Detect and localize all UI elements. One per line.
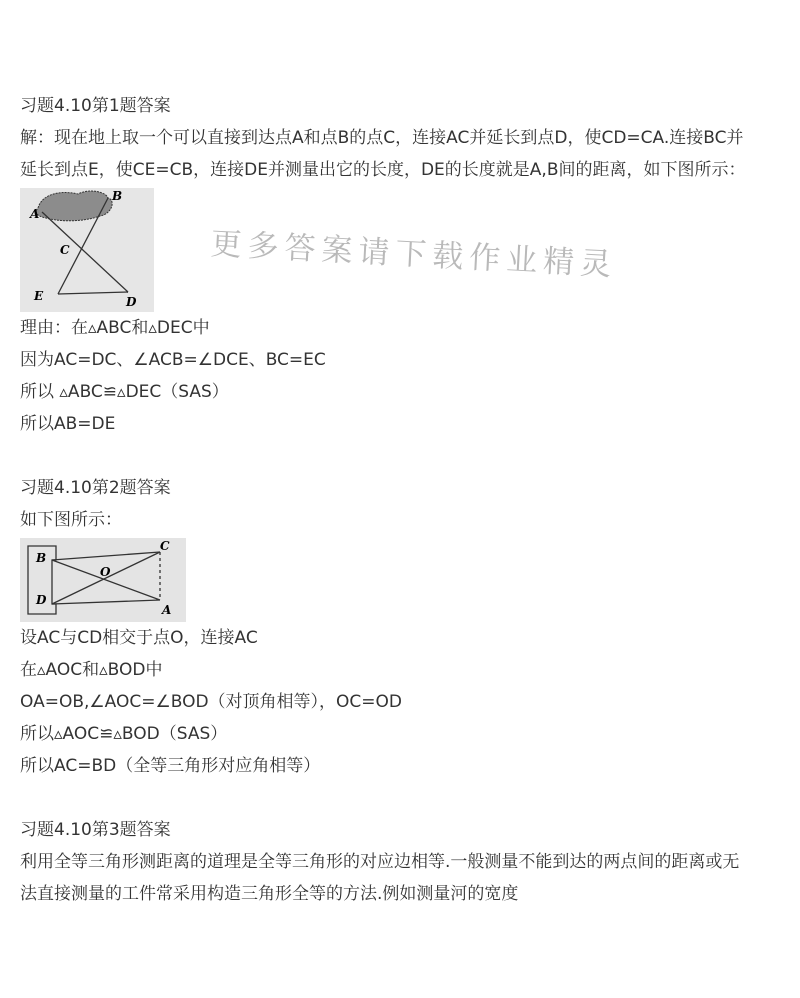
q2-line1: 设AC与CD相交于点O，连接AC [20,628,258,648]
q1-body-line2: 延长到点E，使CE=CB，连接DE并测量出它的长度，DE的长度就是A,B间的距离，如下图所示： [20,160,746,180]
q1-body-line1: 解：现在地上取一个可以直接到达点A和点B的点C，连接AC并延长到点D，使CD=CA.连接BC并 [20,128,744,148]
q2-line2: 在▵AOC和▵BOD中 [20,660,163,680]
q2-figure [20,538,186,622]
label-b: B [112,189,123,203]
q2-line5: 所以AC=BD（全等三角形对应角相等） [20,756,321,776]
q2-intro: 如下图所示： [20,510,122,530]
label-c: C [60,243,70,257]
label-d: D [36,593,47,607]
watermark: 更多答案请下载作业精灵 [209,225,619,284]
label-o: O [100,565,111,579]
q3-line2: 法直接测量的工件常采用构造三角形全等的方法.例如测量河的宽度 [20,884,519,904]
q1-because: 因为AC=DC、∠ACB=∠DCE、BC=EC [20,350,326,370]
q3-line1: 利用全等三角形测距离的道理是全等三角形的对应边相等.一般测量不能到达的两点间的距离或无 [20,852,740,872]
q1-so2: 所以AB=DE [20,414,116,434]
label-c: C [160,539,170,553]
q1-reason: 理由：在▵ABC和▵DEC中 [20,318,210,338]
label-a: A [162,603,172,617]
q1-title: 习题4.10第1题答案 [20,96,171,116]
q2-line4: 所以▵AOC≌▵BOD（SAS） [20,724,228,744]
q2-title: 习题4.10第2题答案 [20,478,171,498]
answer-content [20,90,790,910]
label-a: A [30,207,40,221]
q1-so1: 所以 ▵ABC≌▵DEC（SAS） [20,382,229,402]
label-d: D [126,295,137,309]
q3-title: 习题4.10第3题答案 [20,820,171,840]
label-e: E [34,289,44,303]
label-b: B [36,551,47,565]
q2-line3: OA=OB,∠AOC=∠BOD（对顶角相等），OC=OD [20,692,403,712]
q1-figure [20,188,154,312]
